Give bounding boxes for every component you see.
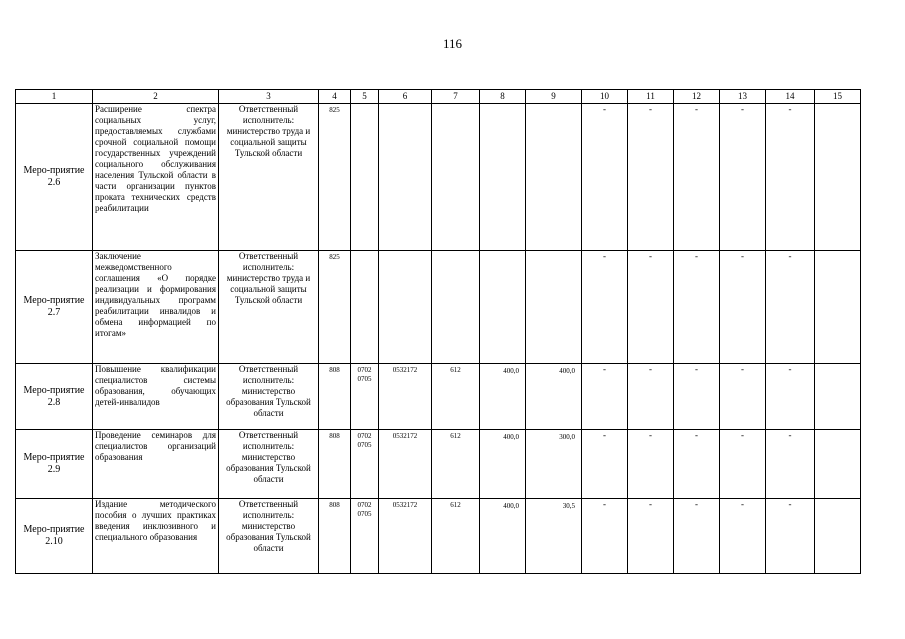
total-cell: [480, 104, 526, 251]
grbs-cell: 825: [319, 104, 351, 251]
grbs-cell: 808: [319, 364, 351, 430]
measure-cell: Меро-приятие 2.10: [16, 499, 93, 574]
value-cell: [815, 364, 861, 430]
grbs-cell: 808: [319, 430, 351, 499]
target-article-cell: 0532172: [379, 430, 432, 499]
section-cell: 0702 0705: [351, 430, 379, 499]
value-cell: -: [582, 104, 628, 251]
grbs-cell: 825: [319, 251, 351, 364]
description-cell: Повышение квалификации специалистов системы образования, обучающих детей-инвалидов: [93, 364, 219, 430]
value-cell: 300,0: [526, 430, 582, 499]
table-row: [16, 104, 861, 251]
section-cell: [351, 104, 379, 251]
column-header: 9: [526, 90, 582, 104]
executor-cell: Ответственный исполнитель: министерство образования Тульской области: [219, 499, 319, 574]
value-cell: -: [674, 364, 720, 430]
value-cell: 30,5: [526, 499, 582, 574]
description-cell: Проведение семинаров для специалистов организаций образования: [93, 430, 219, 499]
value-cell: -: [766, 499, 815, 574]
column-header: 2: [93, 90, 219, 104]
value-cell: -: [766, 251, 815, 364]
value-cell: [815, 499, 861, 574]
program-table: [15, 89, 861, 574]
value-cell: [815, 430, 861, 499]
expense-type-cell: [432, 104, 480, 251]
value-cell: -: [628, 104, 674, 251]
description-cell: Расширение спектра социальных услуг, предоставляемых службами срочной социальной помощи государственных учреждений социального обслуживания населения Тульской области в части организации пунктов проката технических средств реабилитации: [93, 104, 219, 251]
measure-cell: Меро-приятие 2.8: [16, 364, 93, 430]
measure-cell: Меро-приятие 2.6: [16, 104, 93, 251]
value-cell: -: [582, 430, 628, 499]
description-cell: Заключение межведомственного соглашения «О порядке реализации и формирования индивидуальных программ реабилитации инвалидов и обмена информацией по итогам»: [93, 251, 219, 364]
executor-cell: Ответственный исполнитель: министерство труда и социальной защиты Тульской области: [219, 104, 319, 251]
header-row: [16, 90, 861, 104]
value-cell: -: [720, 104, 766, 251]
target-article-cell: [379, 251, 432, 364]
value-cell: -: [674, 104, 720, 251]
value-cell: -: [766, 104, 815, 251]
target-article-cell: 0532172: [379, 364, 432, 430]
measure-cell: Меро-приятие 2.7: [16, 251, 93, 364]
grbs-cell: 808: [319, 499, 351, 574]
section-cell: 0702 0705: [351, 364, 379, 430]
section-cell: [351, 251, 379, 364]
value-cell: [526, 251, 582, 364]
value-cell: -: [582, 499, 628, 574]
expense-type-cell: [432, 251, 480, 364]
column-header: 7: [432, 90, 480, 104]
value-cell: -: [766, 364, 815, 430]
value-cell: -: [582, 364, 628, 430]
value-cell: 400,0: [526, 364, 582, 430]
column-header: 5: [351, 90, 379, 104]
description-cell: Издание методического пособия о лучших практиках введения инклюзивного и специального образования: [93, 499, 219, 574]
column-header: 13: [720, 90, 766, 104]
total-cell: 400,0: [480, 499, 526, 574]
column-header: 12: [674, 90, 720, 104]
table-row: [16, 499, 861, 574]
column-header: 1: [16, 90, 93, 104]
expense-type-cell: 612: [432, 499, 480, 574]
executor-cell: Ответственный исполнитель: министерство образования Тульской области: [219, 364, 319, 430]
column-header: 10: [582, 90, 628, 104]
value-cell: -: [720, 364, 766, 430]
value-cell: -: [628, 430, 674, 499]
executor-cell: Ответственный исполнитель: министерство труда и социальной защиты Тульской области: [219, 251, 319, 364]
value-cell: -: [766, 430, 815, 499]
column-header: 6: [379, 90, 432, 104]
value-cell: [526, 104, 582, 251]
column-header: 3: [219, 90, 319, 104]
table-row: [16, 251, 861, 364]
page-number: 116: [442, 36, 463, 51]
measure-cell: Меро-приятие 2.9: [16, 430, 93, 499]
value-cell: -: [582, 251, 628, 364]
section-cell: 0702 0705: [351, 499, 379, 574]
column-header: 14: [766, 90, 815, 104]
expense-type-cell: 612: [432, 430, 480, 499]
value-cell: -: [720, 430, 766, 499]
value-cell: [815, 104, 861, 251]
value-cell: -: [628, 251, 674, 364]
value-cell: -: [720, 251, 766, 364]
value-cell: -: [628, 364, 674, 430]
value-cell: -: [674, 251, 720, 364]
total-cell: 400,0: [480, 364, 526, 430]
executor-cell: Ответственный исполнитель: министерство образования Тульской области: [219, 430, 319, 499]
total-cell: [480, 251, 526, 364]
value-cell: -: [720, 499, 766, 574]
column-header: 8: [480, 90, 526, 104]
column-header: 4: [319, 90, 351, 104]
column-header: 15: [815, 90, 861, 104]
value-cell: -: [628, 499, 674, 574]
table-row: [16, 364, 861, 430]
value-cell: [815, 251, 861, 364]
value-cell: -: [674, 499, 720, 574]
target-article-cell: 0532172: [379, 499, 432, 574]
total-cell: 400,0: [480, 430, 526, 499]
target-article-cell: [379, 104, 432, 251]
expense-type-cell: 612: [432, 364, 480, 430]
value-cell: -: [674, 430, 720, 499]
column-header: 11: [628, 90, 674, 104]
table-row: [16, 430, 861, 499]
